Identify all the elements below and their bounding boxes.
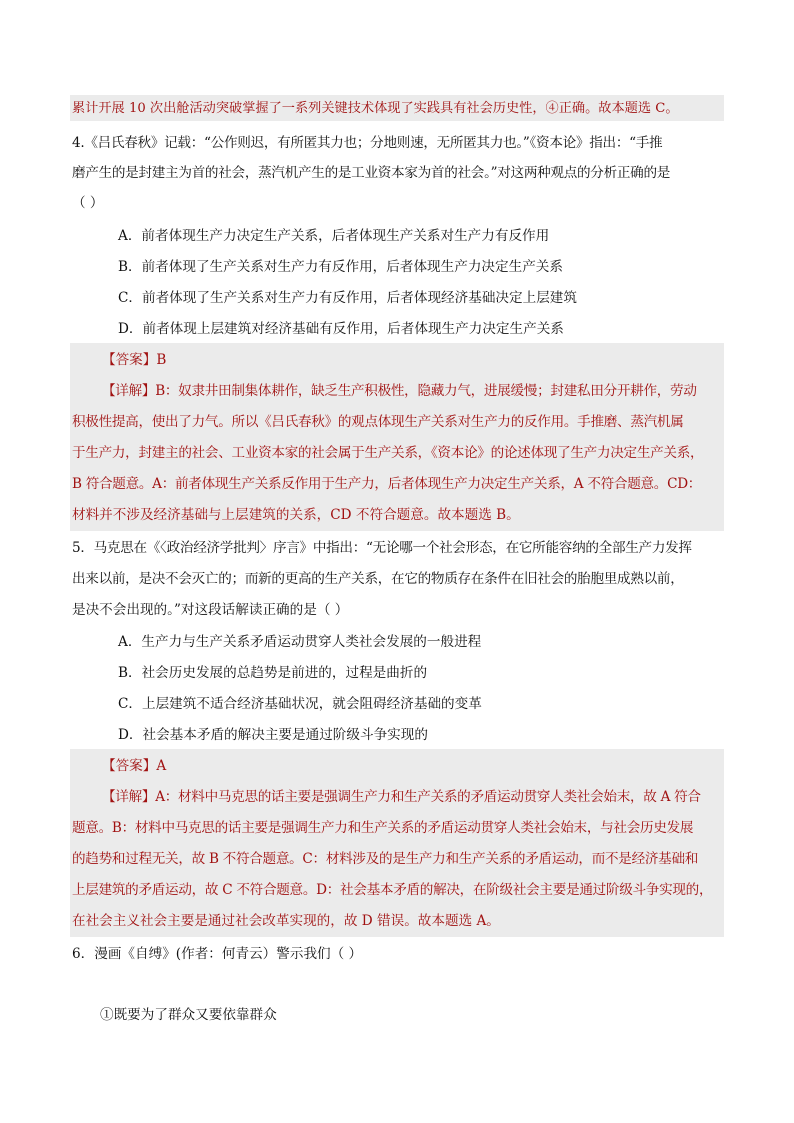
q6-item-1: ①既要为了群众又要依靠群众 — [100, 1007, 277, 1023]
prev-detail-tail: 累计开展 10 次出舱活动突破掌握了一系列关键技术体现了实践具有社会历史性，④正确。故本题选 C。 — [72, 101, 679, 116]
q4-detail-text-1: B：奴隶井田制集体耕作，缺乏生产积极性，隐藏力气，进展缓慢；封建私田分开耕作，劳动 — [155, 383, 697, 399]
q5-detail-label: 【详解】 — [102, 789, 156, 805]
q4-answer-label: 【答案】 — [102, 352, 157, 368]
q4-stem-line-2: 磨产生的是封建主为首的社会，蒸汽机产生的是工业资本家为首的社会。”对这两种观点的分析正确的是 — [72, 165, 671, 181]
q4-option-c: C．前者体现了生产关系对生产力有反作用，后者体现经济基础决定上层建筑 — [118, 290, 577, 306]
q4-detail-line-1 — [102, 381, 697, 401]
q5-option-b: B．社会历史发展的总趋势是前进的，过程是曲折的 — [118, 665, 428, 681]
q5-detail-text-1: A：材料中马克思的话主要是强调生产力和生产关系的矛盾运动贯穿人类社会始末，故 A 符合 — [155, 789, 701, 805]
q4-answer-block — [70, 343, 724, 531]
q5-option-a: A．生产力与生产关系矛盾运动贯穿人类社会发展的一般进程 — [118, 634, 482, 650]
q5-stem-line-3: 是决不会出现的。”对这段话解读正确的是（ ） — [72, 602, 349, 618]
q5-detail-line-4: 上层建筑的矛盾运动，故 C 不符合题意。D：社会基本矛盾的解决，在阶级社会主要是通过阶级斗争实现的， — [72, 882, 713, 898]
q5-detail-line-3: 的趋势和过程无关，故 B 不符合题意。C：材料涉及的是生产力和生产关系的矛盾运动，而不是经济基础和 — [72, 851, 699, 867]
q5-detail-line-2: 题意。B：材料中马克思的话主要是强调生产力和生产关系的矛盾运动贯穿人类社会始末，与社会历史发展 — [72, 820, 694, 836]
q5-option-c: C．上层建筑不适合经济基础状况，就会阻碍经济基础的变革 — [118, 696, 482, 712]
q5-answer — [102, 756, 166, 776]
q4-detail-line-4: B 符合题意。A：前者体现生产关系反作用于生产力，后者体现生产力决定生产关系，A 不符合题意。CD： — [72, 476, 702, 492]
q5-answer-label: 【答案】 — [102, 758, 157, 774]
q4-stem-line-1: 4.《吕氏春秋》记载：“公作则迟，有所匿其力也；分地则速，无所匿其力也。”《资本论》指出：“手推 — [72, 135, 663, 151]
q5-stem-line-1: 5．马克思在《〈政治经济学批判〉序言》中指出：“无论哪一个社会形态，在它所能容纳的全部生产力发挥 — [72, 540, 692, 556]
q5-stem-line-2: 出来以前，是决不会灭亡的；而新的更高的生产关系，在它的物质存在条件在旧社会的胎胞里成熟以前， — [72, 571, 684, 587]
q4-answer-value: B — [156, 352, 167, 368]
q5-answer-value: A — [156, 758, 167, 774]
q4-detail-line-3: 于生产力，封建主的社会、工业资本家的社会属于生产关系，《资本论》的论述体现了生产力决定生产关系， — [72, 445, 704, 461]
q4-answer — [102, 350, 166, 370]
q4-option-b: B．前者体现了生产关系对生产力有反作用，后者体现生产力决定生产关系 — [118, 259, 563, 275]
q4-stem-line-3: （ ） — [72, 195, 104, 211]
q5-option-d: D．社会基本矛盾的解决主要是通过阶级斗争实现的 — [118, 727, 428, 743]
q4-detail-line-2: 积极性提高，使出了力气。所以《吕氏春秋》的观点体现生产关系对生产力的反作用。手推磨、蒸汽机属 — [72, 414, 684, 430]
q4-detail-label: 【详解】 — [102, 383, 156, 399]
q4-option-d: D．前者体现上层建筑对经济基础有反作用，后者体现生产力决定生产关系 — [118, 321, 564, 337]
q5-detail-line-1 — [102, 787, 701, 807]
q6-stem: 6．漫画《自缚》(作者：何青云）警示我们（ ） — [72, 946, 363, 962]
q5-answer-block — [70, 749, 724, 937]
q4-option-a: A．前者体现生产力决定生产关系，后者体现生产关系对生产力有反作用 — [118, 228, 550, 244]
q5-detail-line-5: 在社会主义社会主要是通过社会改革实现的，故 D 错误。故本题选 A。 — [72, 913, 500, 929]
q4-detail-line-5: 材料并不涉及经济基础与上层建筑的关系，CD 不符合题意。故本题选 B。 — [72, 507, 520, 523]
